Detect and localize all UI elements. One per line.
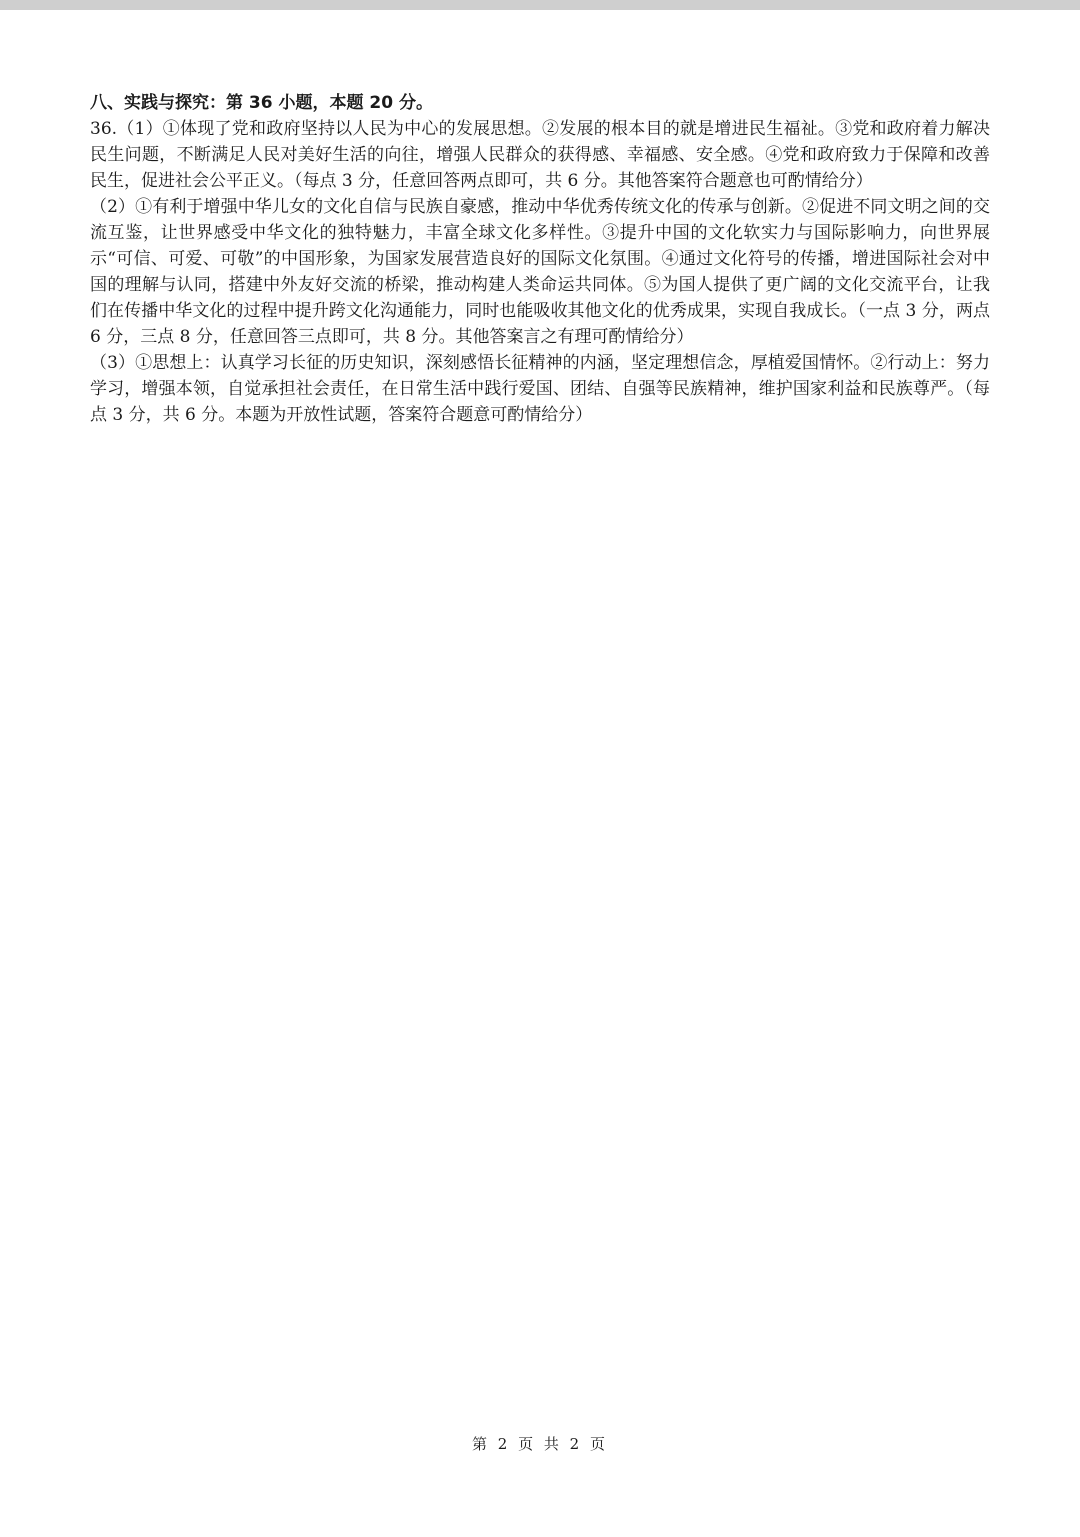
answer-part-2: （2）①有利于增强中华儿女的文化自信与民族自豪感，推动中华优秀传统文化的传承与创新。②促进不同文明之间的交流互鉴，让世界感受中华文化的独特魅力，丰富全球文化多样性。③提升中国的文化软实力与国际影响力，向世界展示“可信、可爱、可敬”的中国形象，为国家发展营造良好的国际文化氛围。④通过文化符号的传播，增进国际社会对中国的理解与认同，搭建中外友好交流的桥梁，推动构建人类命运共同体。⑤为国人提供了更广阔的文化交流平台，让我们在传播中华文化的过程中提升跨文化沟通能力，同时也能吸收其他文化的优秀成果，实现自我成长。（一点 3 分，两点 6 分，三点 8 分，任意回答三点即可，共 8 分。其他答案言之有理可酌情给分） [90,197,990,347]
page-number-footer: 第 2 页 共 2 页 [472,1435,608,1453]
section-heading: 八、实践与探究：第 36 小题，本题 20 分。 [90,93,433,113]
top-border-bar [0,0,1080,10]
answer-sheet-content [90,90,990,428]
answer-part-3: （3）①思想上：认真学习长征的历史知识，深刻感悟长征精神的内涵，坚定理想信念，厚植爱国情怀。②行动上：努力学习，增强本领，自觉承担社会责任，在日常生活中践行爱国、团结、自强等民族精神，维护国家利益和民族尊严。（每点 3 分，共 6 分。本题为开放性试题，答案符合题意可酌情给分） [90,353,990,425]
answer-part-1: 36.（1）①体现了党和政府坚持以人民为中心的发展思想。②发展的根本目的就是增进民生福祉。③党和政府着力解决民生问题，不断满足人民对美好生活的向往，增强人民群众的获得感、幸福感、安全感。④党和政府致力于保障和改善民生，促进社会公平正义。（每点 3 分，任意回答两点即可，共 6 分。其他答案符合题意也可酌情给分） [90,119,990,191]
